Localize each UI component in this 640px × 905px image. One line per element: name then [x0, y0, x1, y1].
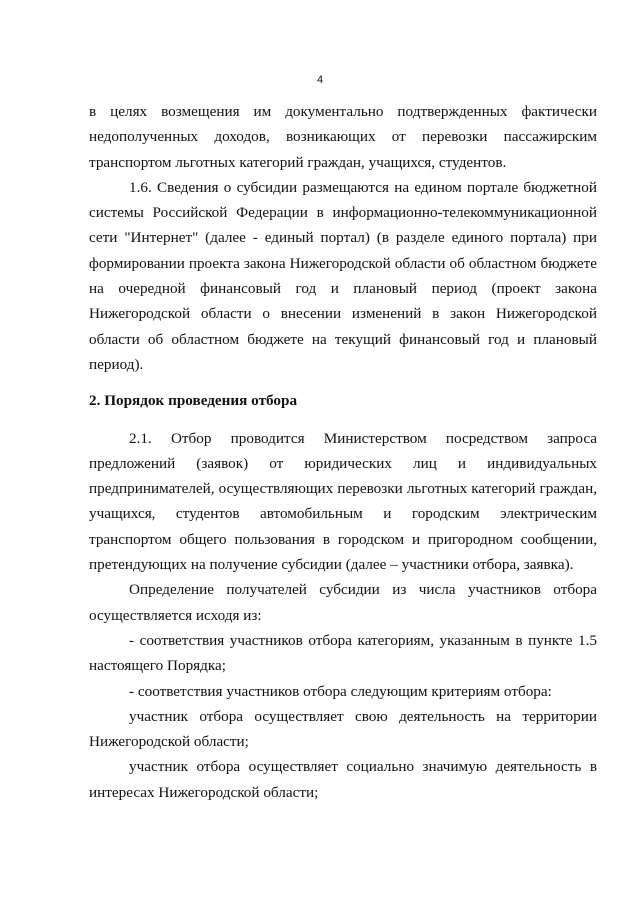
paragraph-1-6: 1.6. Сведения о субсидии размещаются на едином портале бюджетной системы Российской Федерации в информационно-телекоммуникационной сети "Интернет" (далее - единый портал) (в разделе единого портала) при формировании проекта закона Нижегородской области об областном бюджете на очередной финансовый год и плановый период (проект закона Нижегородской области о внесении изменений в закон Нижегородской области об областном бюджете на текущий финансовый год и плановый период). [89, 178, 597, 373]
paragraph-recipients-determination: Определение получателей субсидии из числа участников отбора осуществляется исходя из: [89, 581, 597, 624]
paragraph-2-1: 2.1. Отбор проводится Министерством посредством запроса предложений (заявок) от юридических лиц и индивидуальных предпринимателей, осуществляющих перевозки льготных категорий граждан, учащихся, студентов автомобильным и городским электрическим транспортом общего пользования в городском и пригородном сообщении, претендующих на получение субсидии (далее – участники отбора, заявка). [89, 429, 597, 574]
section-heading: 2. Порядок проведения отбора [89, 392, 298, 410]
page-number: 4 [316, 74, 324, 86]
criterion-social-activity: участник отбора осуществляет социально значимую деятельность в интересах Нижегородской области; [89, 758, 597, 801]
criterion-territory: участник отбора осуществляет свою деятельность на территории Нижегородской области; [89, 707, 597, 751]
paragraph-subsidy-purpose: в целях возмещения им документально подтвержденных фактически недополученных доходов, возникающих от перевозки пассажирским транспортом льготных категорий граждан, учащихся, студентов. [89, 103, 597, 171]
document-body [89, 99, 597, 805]
list-item-category-compliance: - соответствия участников отбора категориям, указанным в пункте 1.5 настоящего Порядка; [89, 631, 597, 675]
list-item-criteria-compliance: - соответствия участников отбора следующим критериям отбора: [129, 682, 552, 700]
